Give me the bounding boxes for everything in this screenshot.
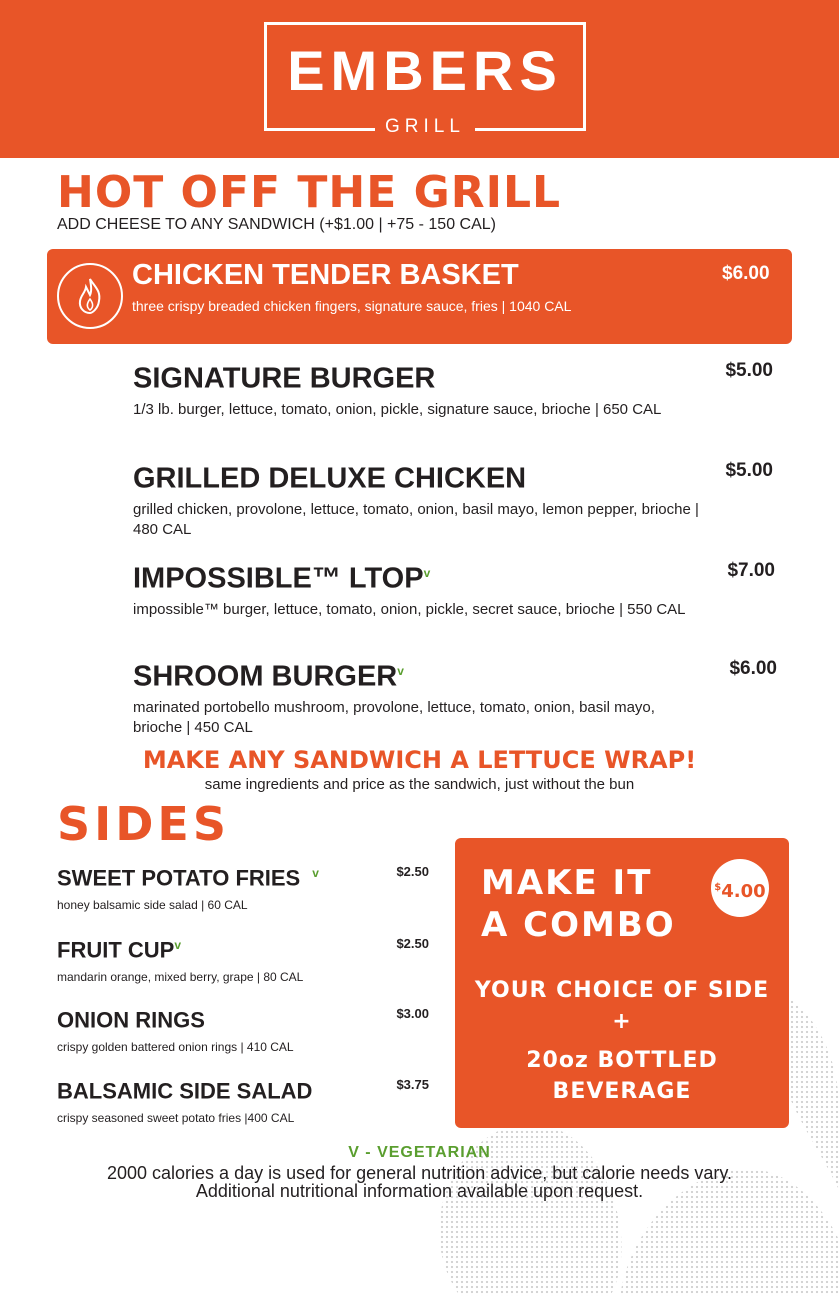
nutrition-footnote [0,1164,839,1200]
side-name: ONION RINGS [57,1007,205,1033]
flame-icon [59,265,121,327]
signature-badge [57,263,123,329]
featured-item-desc: three crispy breaded chicken fingers, signature sauce, fries | 1040 CAL [132,298,572,314]
item-name: IMPOSSIBLE™ LTOP [133,562,424,595]
item-name: SHROOM BURGER [133,660,398,693]
item-price: $5.00 [725,360,773,381]
item-name: SIGNATURE BURGER [133,362,436,395]
lettuce-wrap-title: MAKE ANY SANDWICH A LETTUCE WRAP! [142,746,697,774]
veg-mark: v [312,866,319,880]
side-desc: crispy golden battered onion rings | 410 CAL [57,1040,294,1055]
side-name: FRUIT CUP [57,937,175,963]
menu-item [133,356,783,420]
combo-line-beverage-2: BEVERAGE [552,1079,692,1104]
logo [264,22,586,137]
item-price: $5.00 [725,460,773,481]
side-name: BALSAMIC SIDE SALAD [57,1078,313,1104]
footnote-line2: Additional nutritional information available upon request. [195,1181,644,1201]
combo-promo [455,838,789,1128]
side-item [57,1002,429,1055]
lettuce-wrap-note: same ingredients and price as the sandwich, just without the bun [204,776,635,793]
item-desc: grilled chicken, provolone, lettuce, tomato, onion, basil mayo, lemon pepper, brioche | 480 CAL [133,500,699,538]
side-desc: mandarin orange, mixed berry, grape | 80 CAL [57,970,304,985]
combo-title-line2: A COMBO [481,905,676,945]
combo-title-line1: MAKE IT [481,863,653,903]
featured-item-name: CHICKEN TENDER BASKET [132,259,519,291]
combo-line-beverage: 20oz BOTTLED [526,1048,718,1073]
side-item [57,860,429,913]
side-price: $2.50 [396,936,429,951]
combo-line-side: YOUR CHOICE OF SIDE [474,978,770,1003]
side-item [57,932,429,985]
section-title-sides: SIDES [57,797,230,851]
featured-item [47,249,792,344]
item-desc: 1/3 lb. burger, lettuce, tomato, onion, pickle, signature sauce, brioche | 650 CAL [133,400,662,418]
item-price: $6.00 [729,658,777,679]
menu-item [133,456,783,540]
header-banner [0,0,839,158]
side-price: $2.50 [396,864,429,879]
side-name: SWEET POTATO FRIES [57,865,301,891]
side-item [57,1073,429,1126]
combo-price-badge [711,859,769,917]
side-price: $3.00 [396,1006,429,1021]
item-desc: impossible™ burger, lettuce, tomato, onion, pickle, secret sauce, brioche | 550 CAL [133,600,686,618]
side-desc: crispy seasoned sweet potato fries |400 CAL [57,1111,295,1126]
veg-mark: v [397,664,404,678]
menu-item [133,654,783,738]
item-price: $7.00 [727,560,775,581]
side-desc: honey balsamic side salad | 60 CAL [57,898,248,913]
vegetarian-legend: V - VEGETARIAN [348,1144,491,1161]
item-desc: marinated portobello mushroom, provolone, lettuce, tomato, onion, basil mayo, brioche | 450 CAL [133,698,655,736]
item-name: GRILLED DELUXE CHICKEN [133,462,527,495]
section-title-hot: HOT OFF THE GRILL [57,167,562,218]
footnote-line1: 2000 calories a day is used for general nutrition advice, but calorie needs vary. [106,1163,733,1183]
combo-price: 4.00 [721,881,766,902]
combo-price-symbol: $ [714,882,722,893]
cheese-note: ADD CHEESE TO ANY SANDWICH (+$1.00 | +75 - 150 CAL) [57,216,496,233]
menu-item [133,556,783,620]
brand-name: EMBERS [287,39,563,102]
combo-plus: + [612,1009,632,1034]
featured-item-price: $6.00 [722,263,770,284]
brand-sub: GRILL [375,116,475,137]
side-price: $3.75 [396,1077,429,1092]
veg-mark: v [423,566,431,580]
veg-mark: v [174,938,182,952]
